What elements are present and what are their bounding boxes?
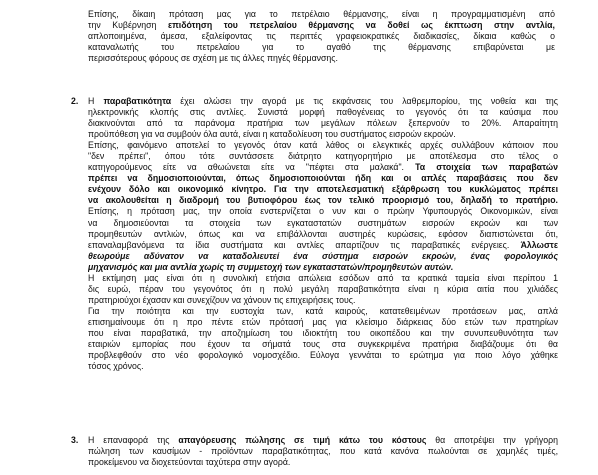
text-line: ηλεκτρονικής κλοπής στις αντλίες. Συνιστά μορφή παθογένειας το γεγονός ότι τα καύσιμα που <box>88 107 558 118</box>
text-line: Επίσης, δίκαιη πρόταση μας για το πετρέλαιο θέρμανσης, είναι η προγραμματισμένη από <box>88 9 555 19</box>
text-line: να ακολουθείται η διαδρομή του βυτιοφόρου έως τον τελικό προορισμό του, δηλαδή το πρατήριο. <box>88 195 558 206</box>
text-line: θεωρούμε αδύνατον να καταδολιευτεί ένα σύστημα εισροών εκροών, ένας φορολογικός <box>88 250 558 261</box>
text-line: ενέχουν δόλο και οικονομικό κίνητρο. Για την αποτελεσματική εξάρθρωση του κυκλώματος πρέπει <box>88 184 558 195</box>
text-line: προβλεφθούν στο νέο φορολογικό νομοσχέδιο. Εύλογα γεννάται το ερώτημα για ποιο λόγο χάθηκε <box>88 350 558 361</box>
text-line: εταιριών εμπορίας που έχουν τα σήματά τους στα συγκεκριμένα πρατήρια διαβάζουμε ότι θα <box>88 339 558 350</box>
text-line: Η εκτίμηση μας είναι ότι η συνολική ετήσια απώλεια εσόδων από τα κρατικά ταμεία είναι περίπου 1 <box>88 272 558 283</box>
text-line: επαναλαμβανόμενα τα ίδια συστήματα και αντλίες απαρτίζουν τις παραβατικές ενέργειες. Άλλωστε <box>88 239 558 250</box>
text-line: Επίσης, φαινόμενο αποτελεί το γεγονός όταν κατά λάθος οι ελεγκτικές αρχές συλλάβουν κάποιον που <box>88 140 558 151</box>
text-line: την Κυβέρνηση επιδότηση του πετρελαίου θέρμανσης να δοθεί ως έκπτωση στην αντλία, <box>88 20 555 31</box>
text-line: Η παραβατικότητα έχει αλώσει την αγορά με τις εκφάνσεις του λαθρεμπορίου, της νοθεία και της <box>88 96 558 106</box>
text-line: Επίσης, η πρόταση μας, την οποία ενστερνίζεται ο νυν και ο πρώην Υφυπουργός Οικονομικών, είναι <box>88 206 558 217</box>
text-line: τόσος χρόνος. <box>88 361 144 372</box>
intro-paragraph <box>88 9 555 64</box>
list-item-2 <box>71 96 558 372</box>
text-line: προμηθευτών αντλιών, όπως και να επιβάλλονται αυστηρές κυρώσεις, εφόσον διαπιστώνεται ότι, <box>88 228 558 239</box>
item-3-body <box>88 435 558 468</box>
text-line: που είναι παραβατικά, την αποζημίωση του ιδιοκτήτη του οικοπέδου και την συνυπευθυνότητα των <box>88 327 558 338</box>
text-line: πρέπει να δημοσιοποιούνται, όπως δημοσιοποιούνται ήδη και οι απλές παραβάσεις που δεν <box>88 173 558 184</box>
text-line: επισημαίνουμε ότι η προ πέντε ετών πρότασή μας για κλείσιμο διάρκειας δύο ετών των πρατηρίων <box>88 316 558 327</box>
text-line: απλοποιημένα, άμεσα, εξαλείφοντας τις περιττές γραφειοκρατικές διαδικασίες, δίκαια καθώς ο <box>88 31 555 42</box>
list-item-3 <box>71 435 558 468</box>
text-line: καταναλωτής του πετρελαίου για το αγαθό της θέρμανσης επιβαρύνεται με <box>88 42 555 53</box>
item-2-body <box>88 96 558 372</box>
text-line: Για την ποιότητα και την ευστοχία των, κατά καιρούς, κατατεθειμένων προτάσεων μας, απλά <box>88 305 558 316</box>
text-line: μηχανισμός και μια αντλία χωρίς τη συμμετοχή των εγκαταστατών/προμηθευτών αυτών. <box>88 261 454 272</box>
text-line: διακινούνται από τα παράνομα πρατήρια των μεγάλων πόλεων ξεπερνούν το 20%. Απαραίτητη <box>88 118 558 129</box>
text-line: πώληση των καυσίμων - προϊόντων παραβατικότητας, που κατά κανόνα πωλούνται σε χαμηλές τιμές, <box>88 446 558 457</box>
text-line: να δημοσιεύονται τα στοιχεία των εγκαταστατών συστημάτων εισροών εκροών και των <box>88 217 558 228</box>
text-line: Η επαναφορά της απαγόρευσης πώλησης σε τιμή κάτω του κόστους θα αποτρέψει την γρήγορη <box>88 435 558 445</box>
text-line: περισσότερους φόρους σε σχέση με τις άλλες πηγές θέρμανσης. <box>88 53 338 64</box>
list-number: 2. <box>71 96 79 106</box>
list-number: 3. <box>71 435 79 445</box>
text-line: δις ευρώ, πέραν του γεγονότος ότι η πολύ μεγάλη παραβατικότητα είναι η κύρια αιτία που χιλιάδες <box>88 283 558 294</box>
text-line: πρατηριούχοι έχασαν και συνεχίζουν να χάνουν τις επιχειρήσεις τους. <box>88 294 356 305</box>
text-line: προϋπόθεση για να συμβούν όλα αυτά, είναι η καταδολίευση του συστήματος εισροών εκροών. <box>88 129 456 140</box>
text-line: προκείμενου να διοχετεύονται ταχύτερα στην αγορά. <box>88 457 291 468</box>
text-line: "δεν πρέπει", όπου τότε συντάσσετε διάτρητο κατηγορητήριο με αποτέλεσμα στο τέλος ο <box>88 151 558 162</box>
text-line: κατηγορούμενος είτε να αθωώνεται είτε να "πέφτει στα μαλακά". Τα στοιχεία των παραβατών <box>88 162 558 173</box>
